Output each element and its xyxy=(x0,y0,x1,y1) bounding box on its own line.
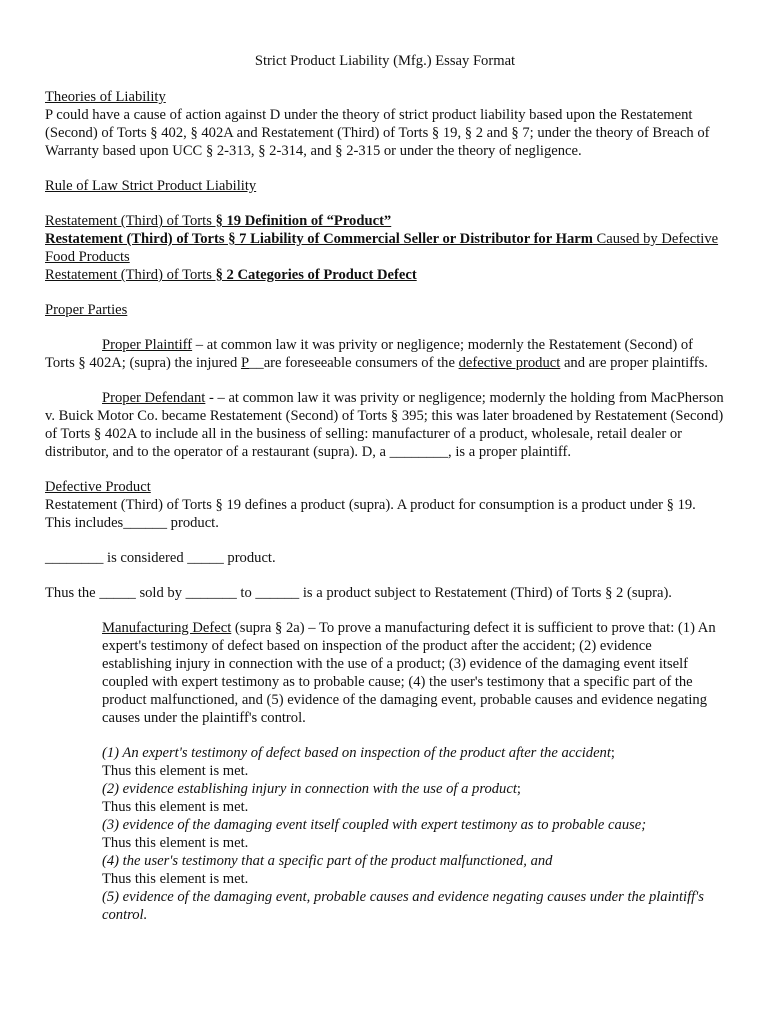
rule-line-7: Restatement (Third) of Torts § 7 Liability of Commercial Seller or Distributor for Harm Caused by Defective Food Products xyxy=(45,231,719,265)
document-page xyxy=(45,52,725,924)
proper-defendant-paragraph: Proper Defendant - – at common law it was privity or negligence; modernly the holding from MacPherson v. Buick Motor Co. became Restatement (Second) of Torts § 395; this was later broadened by Restatement (Second) of Torts § 402A to include all in the business of selling: manufacturer of a product, wholesale, retail dealer or distributor, and to the operator of a restaurant (supra). D, a ________, is a proper plaintiff. xyxy=(45,390,724,460)
proper-plaintiff-paragraph: Proper Plaintiff – at common law it was privity or negligence; modernly the Restatement (Second) of Torts § 402A; (supra) the injured P__are foreseeable consumers of the defective product and are proper plaintiffs. xyxy=(45,337,708,371)
element-2: (2) evidence establishing injury in connection with the use of a product; xyxy=(102,781,521,797)
rule-line-19: Restatement (Third) of Torts § 19 Definition of “Product” xyxy=(45,213,392,229)
manufacturing-defect-section xyxy=(45,619,725,924)
element-3: (3) evidence of the damaging event itself coupled with expert testimony as to probable cause; xyxy=(102,817,647,833)
element-4: (4) the user's testimony that a specific part of the product malfunctioned, and xyxy=(102,853,553,869)
section-heading-parties: Proper Parties xyxy=(45,302,128,318)
element-2-conclusion: Thus this element is met. xyxy=(102,799,249,815)
section-heading-defective-product: Defective Product xyxy=(45,479,151,495)
section-heading-theories: Theories of Liability xyxy=(45,89,166,105)
section-heading-rule: Rule of Law Strict Product Liability xyxy=(45,178,257,194)
element-5: (5) evidence of the damaging event, probable causes and evidence negating causes under the plaintiff's control. xyxy=(102,889,704,923)
manufacturing-defect-paragraph: Manufacturing Defect (supra § 2a) – To prove a manufacturing defect it is sufficient to prove that: (1) An expert's testimony of defect based on inspection of the product after the accident; (2) evidence establishing injury in connection with the use of a product; (3) evidence of the damaging event itself coupled with expert testimony as to probable cause; (4) the user's testimony that a specific part of the product malfunctioned, and (5) evidence of the damaging event, probable causes and evidence negating causes under the plaintiff's control. xyxy=(102,620,716,726)
document-title: Strict Product Liability (Mfg.) Essay Format xyxy=(254,53,516,69)
element-1-conclusion: Thus this element is met. xyxy=(102,763,249,779)
element-3-conclusion: Thus this element is met. xyxy=(102,835,249,851)
defective-product-paragraph: Restatement (Third) of Torts § 19 defines a product (supra). A product for consumption is a product under § 19. This includes______ product. xyxy=(45,497,696,531)
considered-line: ________ is considered _____ product. xyxy=(45,550,276,566)
rule-line-2: Restatement (Third) of Torts § 2 Categories of Product Defect xyxy=(45,267,417,283)
thus-line: Thus the _____ sold by _______ to ______ is a product subject to Restatement (Third) of Torts § 2 (supra). xyxy=(45,585,672,601)
theories-paragraph: P could have a cause of action against D under the theory of strict product liability based upon the Restatement (Second) of Torts § 402, § 402A and Restatement (Third) of Torts § 19, § 2 and § 7; under the theory of Breach of Warranty based upon UCC § 2-313, § 2-314, and § 2-315 or under the theory of negligence. xyxy=(45,107,710,159)
element-1: (1) An expert's testimony of defect based on inspection of the product after the accident; xyxy=(102,745,615,761)
element-4-conclusion: Thus this element is met. xyxy=(102,871,249,887)
